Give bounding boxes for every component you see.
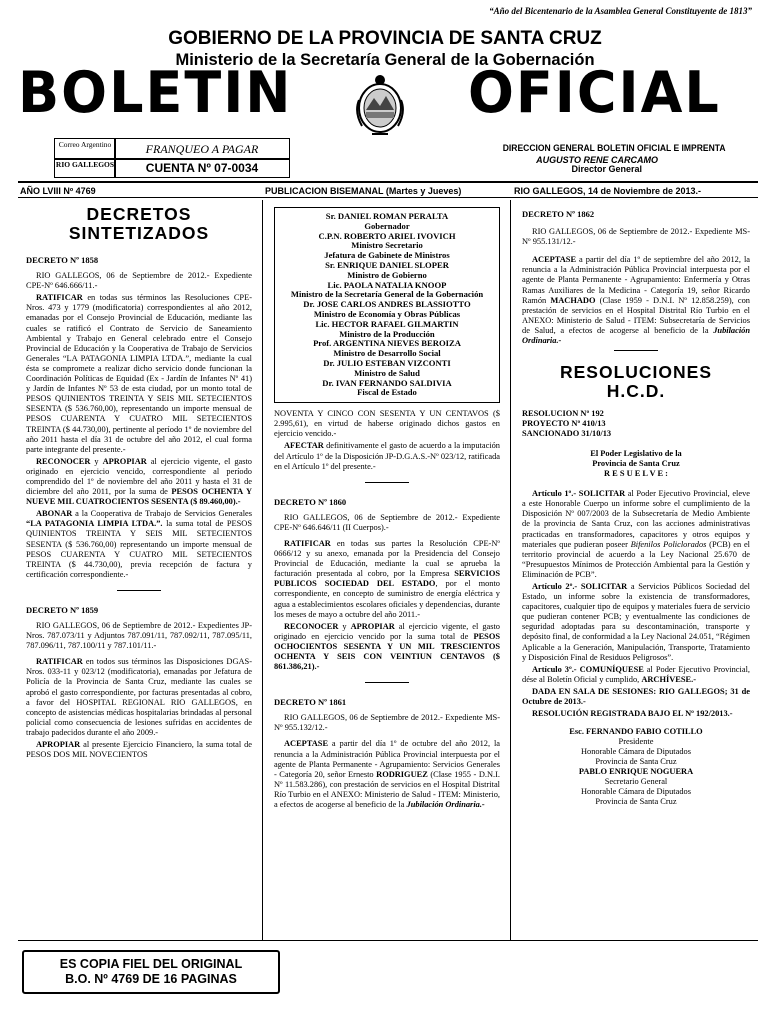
decree-1859-article-3: AFECTAR definitivamente el gasto de acuerdo a la imputación del Artículo 1º de la Disposición JP-D.G.A.S.-Nº 023/12, ratificada en el Artículo 1º del presente.- <box>274 441 500 471</box>
official-role: Ministro de la Producción <box>339 328 435 339</box>
director-role: Director General <box>571 164 642 174</box>
resolution-number: RESOLUCION Nº 192 <box>522 409 604 419</box>
issue-number: AÑO LVIII Nº 4769 <box>20 186 96 196</box>
header-rule-bottom <box>18 197 758 198</box>
column-1 <box>26 205 252 762</box>
decree-1860-title: DECRETO Nº 1860 <box>274 496 347 507</box>
column-divider-1 <box>262 200 263 940</box>
franqueo-box <box>114 138 290 160</box>
decree-1858-title: DECRETO Nº 1858 <box>26 255 99 265</box>
resolution-article-2: Artículo 2º.- SOLICITAR a Servicios Públicos Sociedad del Estado, un informe sobre la existencia de transformadores, capacitores, cualquier tipo de equipos y materiales fuera de servicio que pudieran contener PCB; y eventualmente las condiciones de seguridad adoptadas para su descontaminación, transporte y depósito final, de conformidad a la Ley Nacional 24.051, “Régimen Aplicable a la Generación, Manipulación, Transporte, Tratamiento y Disposición Final de Residuos Peligrosos”. <box>522 581 750 662</box>
masthead-oficial: OFICIAL <box>468 59 721 126</box>
decree-1858-article-2: RECONOCER y APROPIAR al ejercicio vigente, el gasto originado en ejercicio vencido, correspondiente al período comprendido del 1º de noviembre del año 2011 y hasta el 31 de diciembre del año 2011, por la suma de PESOS OCHENTA Y NUEVE MIL CUATROCIENTOS SESENTA ($ 89.460,00).- <box>26 456 253 507</box>
decree-1862-title: DECRETO Nº 1862 <box>522 209 595 219</box>
decree-1858-article-3: ABONAR a la Cooperativa de Trabajo de Servicios Generales “LA PATAGONIA LIMPIA LTDA.”. la suma total de PESOS QUINIENTOS TREINTA Y SEIS MIL SETECIENTOS SESENTA ($ 536.760,00) representando un importe mensual de PESOS CUARENTA Y CUATRO MIL SETECIENTOS TREINTA ($ 44.730,00), previa recepción de factura y certificación correspondiente.- <box>26 509 252 579</box>
decree-1860-date: RIO GALLEGOS, 06 de Septiembre de 2012.- Expediente CPE-Nº 646.646/11 (II Cuerpos).- <box>274 512 500 532</box>
masthead-boletin: BOLETIN <box>18 59 293 126</box>
official-name: Dr. JULIO ESTEBAN VIZCONTI <box>323 357 451 368</box>
section-heading-decretos: DECRETOS <box>86 204 192 224</box>
decree-1859-date: RIO GALLEGOS, 06 de Septiembre de 2012.- Expedientes JP-Nros. 787.073/11 y Adjuntos 787.091/11, 787.092/11, 787.095/11, 787.096/11, 787.100/11 y 787.101/11.- <box>26 621 252 651</box>
decree-1862-article-1: ACEPTASE a partir del día 1º de septiembre del año 2012, la renuncia a la Administración Pública Provincial interpuesta por el agente de Planta Permanente - Agrupamiento: Enfermería y Otras Ramas Auxiliares de la Medicina - Categoría 19, señor Ricardo Ramón MACHADO (Clase 1959 - D.N.I. Nº 12.858.259), con prestación de servicios en el Hospital Distrital Río Turbio en el ANEXO: Ministerio de Salud - ITEM: Subsecretaría de Servicios de Salud, a efectos de acogerse al beneficio de la Jubilación Ordinaria.- <box>522 255 750 346</box>
decree-1859-continued: NOVENTA Y CINCO CON SESENTA Y UN CENTAVOS ($ 2.995,61), en virtud de haberse originado dichos gastos en ejercicio vencido.- <box>274 409 500 439</box>
decree-1859-article-1: RATIFICAR en todos sus términos las Disposiciones DGAS-Nros. 033-11 y 023/12 (modificatoria), emanadas por Jefatura de Policía de la Provincia de Santa Cruz, mediante las cuales se aprobó el gasto correspondiente, por facturas presentadas al cobro, a favor del HOSPITAL REGIONAL RIO GALLEGOS, en concepto de asistencias médicas hospitalarias brindadas al personal policial como consecuencia de lesiones sufridas en accidentes de trabajo padecidos durante el año 2009.- <box>26 657 252 737</box>
official-role: Ministro de la Secretaría General de la Gobernación <box>290 289 484 300</box>
rio-gallegos-box <box>54 158 116 178</box>
issue-date: RIO GALLEGOS, 14 de Noviembre de 2013.- <box>514 186 702 196</box>
signatures <box>522 727 750 807</box>
resolution-dada: DADA EN SALA DE SESIONES: RIO GALLEGOS; 31 de Octubre de 2013.- <box>522 686 750 706</box>
poder-line-1: El Poder Legislativo de la <box>590 449 682 459</box>
decree-1859-title: DECRETO Nº 1859 <box>26 604 99 615</box>
official-role: Ministro de Salud <box>354 367 420 378</box>
signatory-2-role: Secretario General <box>604 777 668 787</box>
year-tagline: “Año del Bicentenario de la Asamblea General Constituyente de 1813” <box>489 6 752 16</box>
cuenta-box <box>114 158 290 178</box>
correo-box <box>54 138 116 160</box>
column-2 <box>274 207 500 812</box>
signatory-1-role: Presidente <box>618 737 654 747</box>
ministry-name: Ministerio de la Secretaría General de la Gobernación <box>175 51 595 69</box>
decree-1858-date: RIO GALLEGOS, 06 de Septiembre de 2012.- Expediente CPE-Nº 646.666/11.- <box>26 271 252 291</box>
decree-1860-article-2: RECONOCER y APROPIAR al ejercicio vigente, el gasto originado en ejercicio vencido por la suma total de PESOS OCHOCIENTOS SESENTA Y UN MIL TRESCIENTOS OCHENTA Y SEIS CON VEINTIUN CENTAVOS ($ 861.386,21).- <box>274 621 500 672</box>
sanction-date: SANCIONADO 31/10/13 <box>522 429 612 439</box>
certified-copy-box <box>22 950 280 994</box>
official-role: Ministro de Desarrollo Social <box>333 348 441 359</box>
signatory-1-chamber: Honorable Cámara de Diputados <box>580 747 691 757</box>
provincial-seal-icon <box>350 72 410 138</box>
decree-1861-article-1: ACEPTASE a partir del día 1º de octubre del año 2012, la renuncia a la Administración Pública Provincial interpuesta por el agente de Planta Permanente - Agrupamiento: Servicios Generales - Categoría 20, señor Ernesto RODRIGUEZ (Clase 1955 - D.N.I. Nº 11.583.286), con prestación de servicios en el Hospital Distrital Río Turbio en el ANEXO: Ministerio de Salud - ITEM: Ministerio, a efectos de acogerse al beneficio de la Jubilación Ordinaria.- <box>274 739 500 810</box>
decree-1860-article-1: RATIFICAR en todas sus partes la Resolución CPE-Nº 0666/12 y su anexo, emanada por la Presidencia del Consejo Provincial de Educación, mediante la cual se aprueba la facturación presentada al cobro, por la Empresa SERVICIOS PUBLICOS SOCIEDAD DEL ESTADO, por el monto correspondiente, en concepto de suministro de energía eléctrica y agua a establecimientos escolares oficiales y dependencias, durante los meses de mayo a octubre del año 2011.- <box>274 538 500 619</box>
decree-1862-date: RIO GALLEGOS, 06 de Septiembre de 2012.- Expediente MS-Nº 955.131/12.- <box>522 227 750 247</box>
signatory-2-name: PABLO ENRIQUE NOGUERA <box>578 767 694 777</box>
signatory-2-province: Provincia de Santa Cruz <box>595 797 677 807</box>
resolution-article-1: Artículo 1º.- SOLICITAR al Poder Ejecutivo Provincial, eleve a este Honorable Cuerpo un informe sobre el cumplimiento de la Disposición Nº 007/2003 de la Subsecretaría de Medio Ambiente de la provincia de Santa Cruz, con las acciones administrativas practicadas en transformadores, capacitores y otros equipos y materiales que pudieran poseer Bifenilos Policlorados (PCB) en el territorio provincial de acuerdo a la Ley Nacional 25.670 de “Presupuestos Mínimos de Protección Ambiental para la Gestión y Eliminación de PCB”. <box>522 489 750 579</box>
legislature-header <box>522 449 750 479</box>
official-role: Jefatura de Gabinete de Ministros <box>324 250 450 261</box>
separator <box>365 682 409 683</box>
official-name: Sr. ENRIQUE DANIEL SLOPER <box>325 259 449 270</box>
section-heading-resoluciones: RESOLUCIONES <box>559 362 713 383</box>
project-number: PROYECTO Nº 410/13 <box>522 419 606 429</box>
decree-1861-date: RIO GALLEGOS, 06 de Septiembre de 2012.- Expediente MS-Nº 955.132/12.- <box>274 713 500 733</box>
decree-1861-title: DECRETO Nº 1861 <box>274 697 347 708</box>
direccion-general: DIRECCION GENERAL BOLETIN OFICIAL E IMPRENTA <box>503 143 726 154</box>
rio-gallegos-label: RIO GALLEGOS <box>55 160 115 169</box>
officials-box <box>274 207 500 403</box>
official-role: Ministro de Economía y Obras Públicas <box>313 308 461 319</box>
header-rule-top <box>18 181 758 183</box>
director-name: AUGUSTO RENE CARCAMO <box>536 155 658 165</box>
certified-copy-line-2: B.O. Nº 4769 DE 16 PAGINAS <box>65 972 237 986</box>
footer-rule <box>18 940 758 941</box>
section-heading-hcd: H.C.D. <box>606 381 666 402</box>
government-name: GOBIERNO DE LA PROVINCIA DE SANTA CRUZ <box>168 28 602 49</box>
correo-label: Correo Argentino <box>58 140 112 149</box>
official-role: Fiscal de Estado <box>357 387 417 398</box>
official-name: Dr. JOSE CARLOS ANDRES BLASSIOTTO <box>303 299 471 310</box>
resuelve: R E S U E L V E : <box>604 469 668 479</box>
signatory-2-chamber: Honorable Cámara de Diputados <box>580 787 691 797</box>
column-3 <box>522 207 750 807</box>
resolution-article-3: Artículo 3º.- COMUNÍQUESE al Poder Ejecutivo Provincial, dése al Boletín Oficial y cumplido, ARCHÍVESE.- <box>522 664 750 684</box>
decree-1858-article-1: RATIFICAR en todas sus términos las Resoluciones CPE-Nros. 473 y 1779 (modificatoria) correspondientes al año 2012, emanadas por el Consejo Provincial de Educación, mediante las cuales se ratificó el Contrato de Servicio de Saneamiento Ambiental y Trabajo en General celebrado entre el Consejo Provincial de Educación y la Cooperativa de Trabajo de Servicios Generales “LA PATAGONIA LIMPIA LTDA.”, mediante la cual ésta se compromete a realizar dicho servicio donde funcionan la Coordinación Políticas de Equidad (Ex - Jardín de Infantes Nº 41) y Jardín de Infantes Nº 53 de esta ciudad, por un monto total de PESOS QUINIENTOS TREINTA Y SEIS MIL SETECIENTOS SESENTA ($ 536.760,00), representando un importe mensual de PESOS CUARENTA Y CUATRO MIL SETECIENTOS TREINTA ($ 44.730,00), pertinente al período 1º de noviembre del año 2011 hasta el día 31 de octubre del año 2012, el cual forma parte integrante del presente.- <box>26 293 252 454</box>
franqueo-label: FRANQUEO A PAGAR <box>145 142 259 156</box>
decree-1859-article-2: APROPIAR al presente Ejercicio Financiero, la suma total de PESOS DOS MIL NOVECIENTOS <box>26 740 252 760</box>
cuenta-label: CUENTA Nº 07-0034 <box>145 161 259 175</box>
official-role: Ministro de Gobierno <box>347 269 427 280</box>
signatory-1-province: Provincia de Santa Cruz <box>595 757 677 767</box>
official-name: C.P.N. ROBERTO ARIEL IVOVICH <box>318 230 456 241</box>
resolution-registrada: RESOLUCIÓN REGISTRADA BAJO EL Nº 192/2013.- <box>532 709 733 719</box>
official-name: Lic. PAOLA NATALIA KNOOP <box>327 279 447 290</box>
separator <box>117 590 161 591</box>
official-name: Sr. DANIEL ROMAN PERALTA <box>325 211 449 221</box>
official-name: Lic. HECTOR RAFAEL GILMARTIN <box>315 318 459 329</box>
official-role: Ministro Secretario <box>351 240 423 251</box>
certified-copy-line-1: ES COPIA FIEL DEL ORIGINAL <box>59 957 243 971</box>
poder-line-2: Provincia de Santa Cruz <box>592 459 680 469</box>
resolution-ids <box>522 409 750 439</box>
official-name: Prof. ARGENTINA NIEVES BEROIZA <box>313 338 461 349</box>
column-divider-2 <box>510 200 511 940</box>
publication-frequency: PUBLICACION BISEMANAL (Martes y Jueves) <box>265 186 462 196</box>
section-heading-sintetizados: SINTETIZADOS <box>68 223 210 243</box>
separator <box>365 482 409 483</box>
official-role: Gobernador <box>364 220 410 231</box>
signatory-1-name: Esc. FERNANDO FABIO COTILLO <box>569 727 703 737</box>
official-name: Dr. IVAN FERNANDO SALDIVIA <box>322 377 452 388</box>
separator <box>614 350 658 351</box>
